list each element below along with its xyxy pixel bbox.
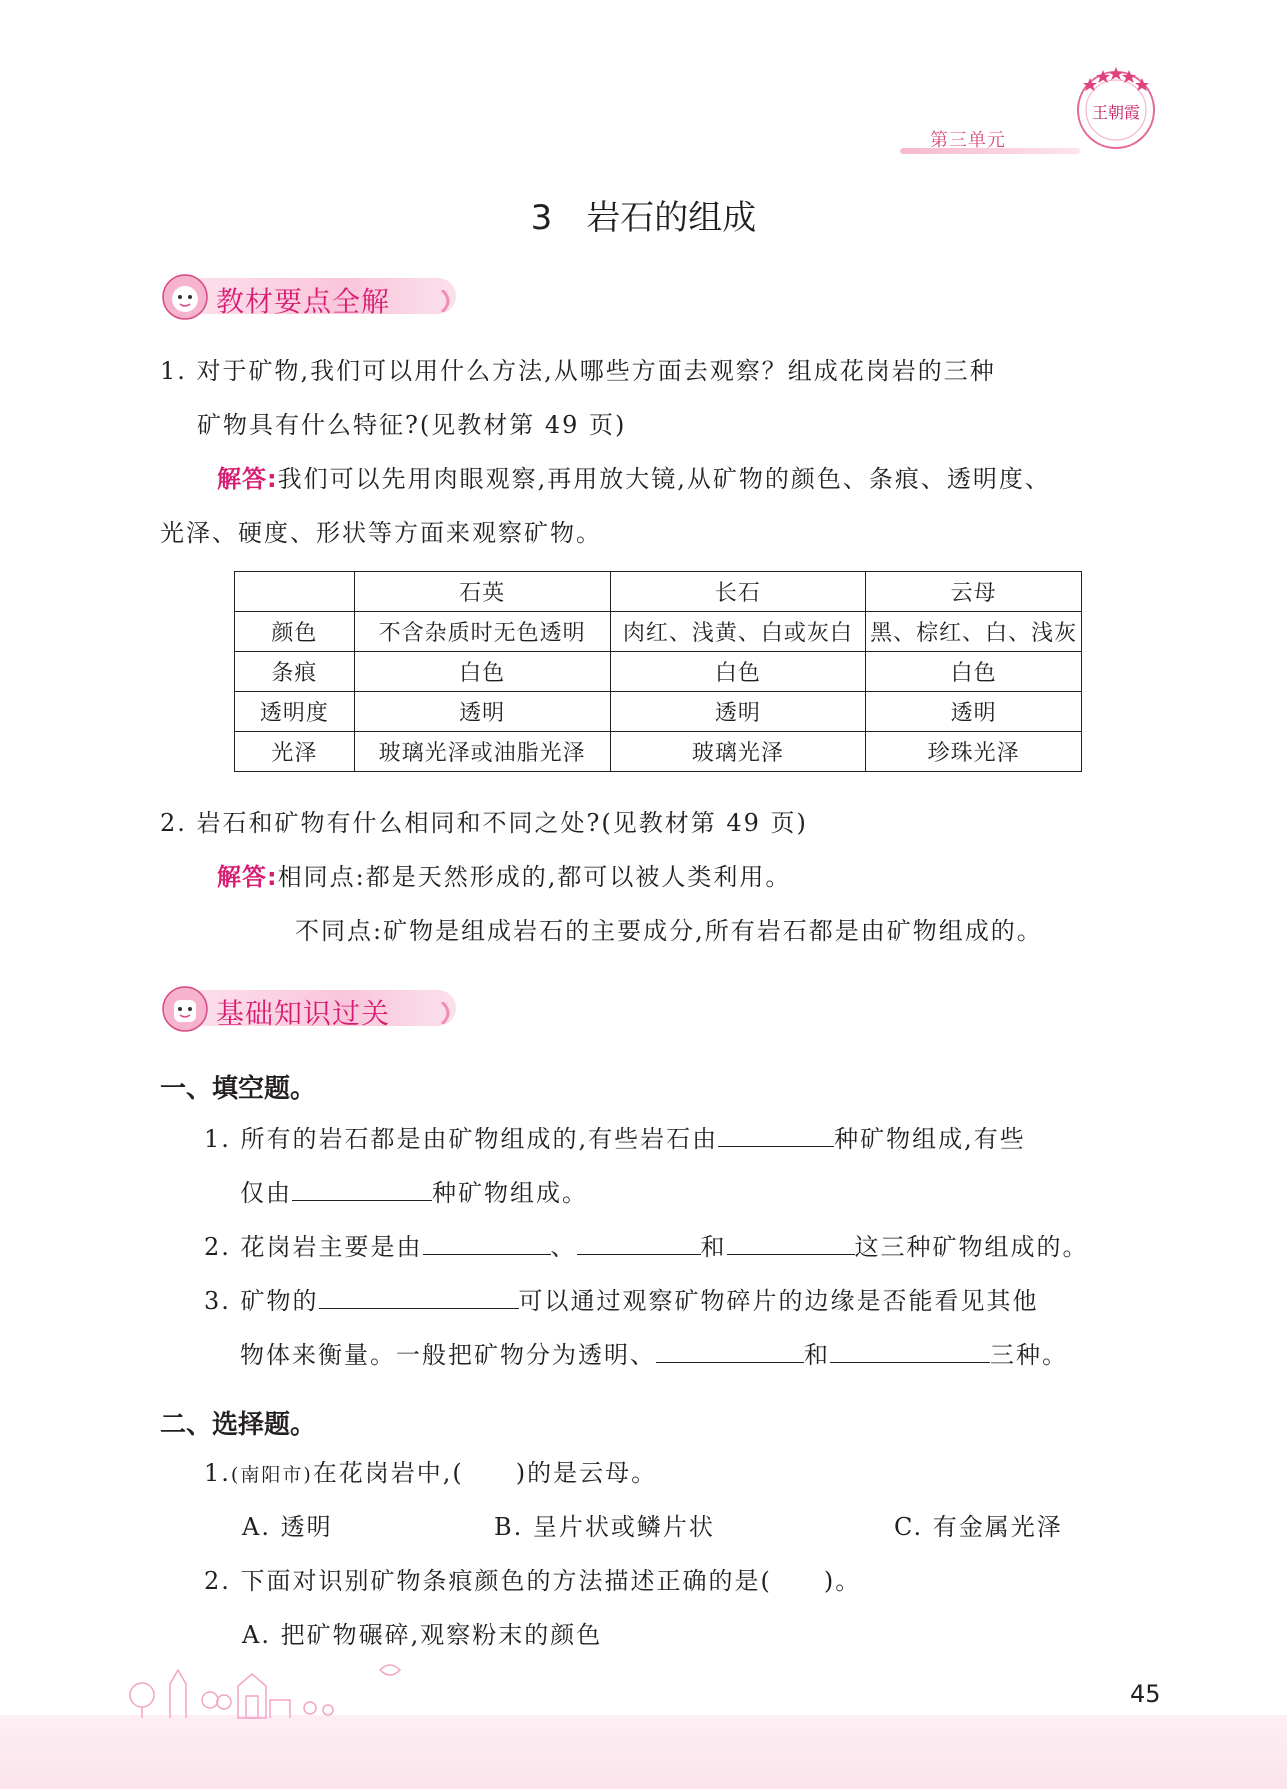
choice-heading: 二、选择题。 [160,1410,317,1440]
mascot-icon [160,272,210,322]
q2-answer-text1: 相同点:都是天然形成的,都可以被人类利用。 [277,863,792,891]
table-cell: 透明 [354,692,610,732]
page-number: 45 [1130,1680,1161,1708]
table-header: 长石 [610,572,866,612]
fill-item3-line2 [240,1338,1068,1370]
fill-text: 可以通过观察矿物碎片的边缘是否能看见其他 [518,1287,1039,1315]
section-title: 教材要点全解 [216,285,391,318]
fill-text: 物体来衡量。一般把矿物分为透明、 [240,1341,656,1369]
fill-item1-line1 [204,1122,1026,1154]
table-row [235,572,1082,612]
table-cell: 不含杂质时无色透明 [354,612,610,652]
answer-blank[interactable] [718,1122,834,1147]
table-cell: 透明度 [235,692,355,732]
castle-decoration-icon [120,1640,440,1720]
section-title: 基础知识过关 [216,997,391,1030]
fill-text: 2. 花岗岩主要是由 [204,1233,423,1261]
choice-q2: 2. 下面对识别矿物条痕颜色的方法描述正确的是( )。 [204,1567,862,1595]
q1-line1: 1. 对于矿物,我们可以用什么方法,从哪些方面去观察？组成花岗岩的三种 [160,357,996,385]
q2-answer-line1 [217,862,791,892]
table-cell: 颜色 [235,612,355,652]
fill-item2 [204,1230,1089,1262]
footer-band [0,1715,1287,1789]
answer-blank[interactable] [727,1230,855,1255]
table-row [235,652,1082,692]
table-header: 石英 [354,572,610,612]
choice-q1-option-a[interactable]: A. 透明 [242,1513,333,1541]
choice-q1-option-b[interactable]: B. 呈片状或鳞片状 [494,1513,715,1541]
choice-q2-option-a[interactable]: A. 把矿物碾碎,观察粉末的颜色 [242,1621,603,1649]
fill-heading: 一、填空题。 [160,1074,317,1104]
fill-text: 和 [804,1341,830,1369]
q1-answer-line1 [217,464,1051,494]
table-cell: 白色 [866,652,1082,692]
mascot-icon [160,984,210,1034]
table-row [235,612,1082,652]
unit-label: 第三单元 [930,130,1006,151]
choice-text: 在花岗岩中,( )的是云母。 [312,1459,658,1487]
fill-text: 种矿物组成。 [432,1179,588,1207]
q1-answer-text1: 我们可以先用肉眼观察,再用放大镜,从矿物的颜色、条痕、透明度、 [277,465,1051,493]
table-cell: 黑、棕红、白、浅灰 [866,612,1082,652]
answer-blank[interactable] [656,1338,804,1363]
pill-tail-icon [440,1002,454,1024]
table-cell: 珍珠光泽 [866,732,1082,772]
table-cell: 肉红、浅黄、白或灰白 [610,612,866,652]
fill-text: 这三种矿物组成的。 [854,1233,1089,1261]
choice-q1-option-c[interactable]: C. 有金属光泽 [894,1513,1063,1541]
table-cell: 白色 [354,652,610,692]
fill-text: 和 [700,1233,727,1261]
section-header-textbook [160,272,480,322]
answer-label: 解答: [217,465,278,493]
fill-text: 、 [550,1233,577,1261]
fill-text: 种矿物组成,有些 [834,1125,1026,1153]
answer-blank[interactable] [292,1176,432,1201]
fill-text: 1. 所有的岩石都是由矿物组成的,有些岩石由 [204,1125,719,1153]
mineral-table [234,571,1082,772]
region-tag: (南阳市) [230,1464,313,1486]
table-cell: 条痕 [235,652,355,692]
q1-answer-line2: 光泽、硬度、形状等方面来观察矿物。 [160,519,602,547]
section-header-basics [160,984,480,1034]
q1-line2: 矿物具有什么特征?(见教材第 49 页) [197,411,627,439]
fill-text: 3. 矿物的 [204,1287,319,1315]
table-cell: 白色 [610,652,866,692]
fill-text: 三种。 [990,1341,1068,1369]
fill-text: 仅由 [240,1179,292,1207]
table-header: 云母 [866,572,1082,612]
answer-blank[interactable] [830,1338,990,1363]
answer-blank[interactable] [577,1230,701,1255]
pill-tail-icon [440,290,454,312]
table-row [235,692,1082,732]
table-cell [235,572,355,612]
badge-text: 王朝霞 [1091,103,1141,122]
q2-answer-line2: 不同点:矿物是组成岩石的主要成分,所有岩石都是由矿物组成的。 [295,917,1043,945]
fill-item3-line1 [204,1284,1039,1316]
q2-line1: 2. 岩石和矿物有什么相同和不同之处?(见教材第 49 页) [160,809,808,837]
table-cell: 透明 [866,692,1082,732]
publisher-badge-icon [1070,60,1162,152]
choice-num: 1. [204,1459,231,1487]
choice-q1 [204,1458,657,1490]
table-cell: 玻璃光泽 [610,732,866,772]
table-row [235,732,1082,772]
table-cell: 光泽 [235,732,355,772]
table-cell: 透明 [610,692,866,732]
answer-blank[interactable] [423,1230,551,1255]
page-title: 3 岩石的组成 [530,198,757,238]
fill-item1-line2 [240,1176,588,1208]
answer-label: 解答: [217,863,278,891]
table-cell: 玻璃光泽或油脂光泽 [354,732,610,772]
answer-blank[interactable] [319,1284,519,1309]
